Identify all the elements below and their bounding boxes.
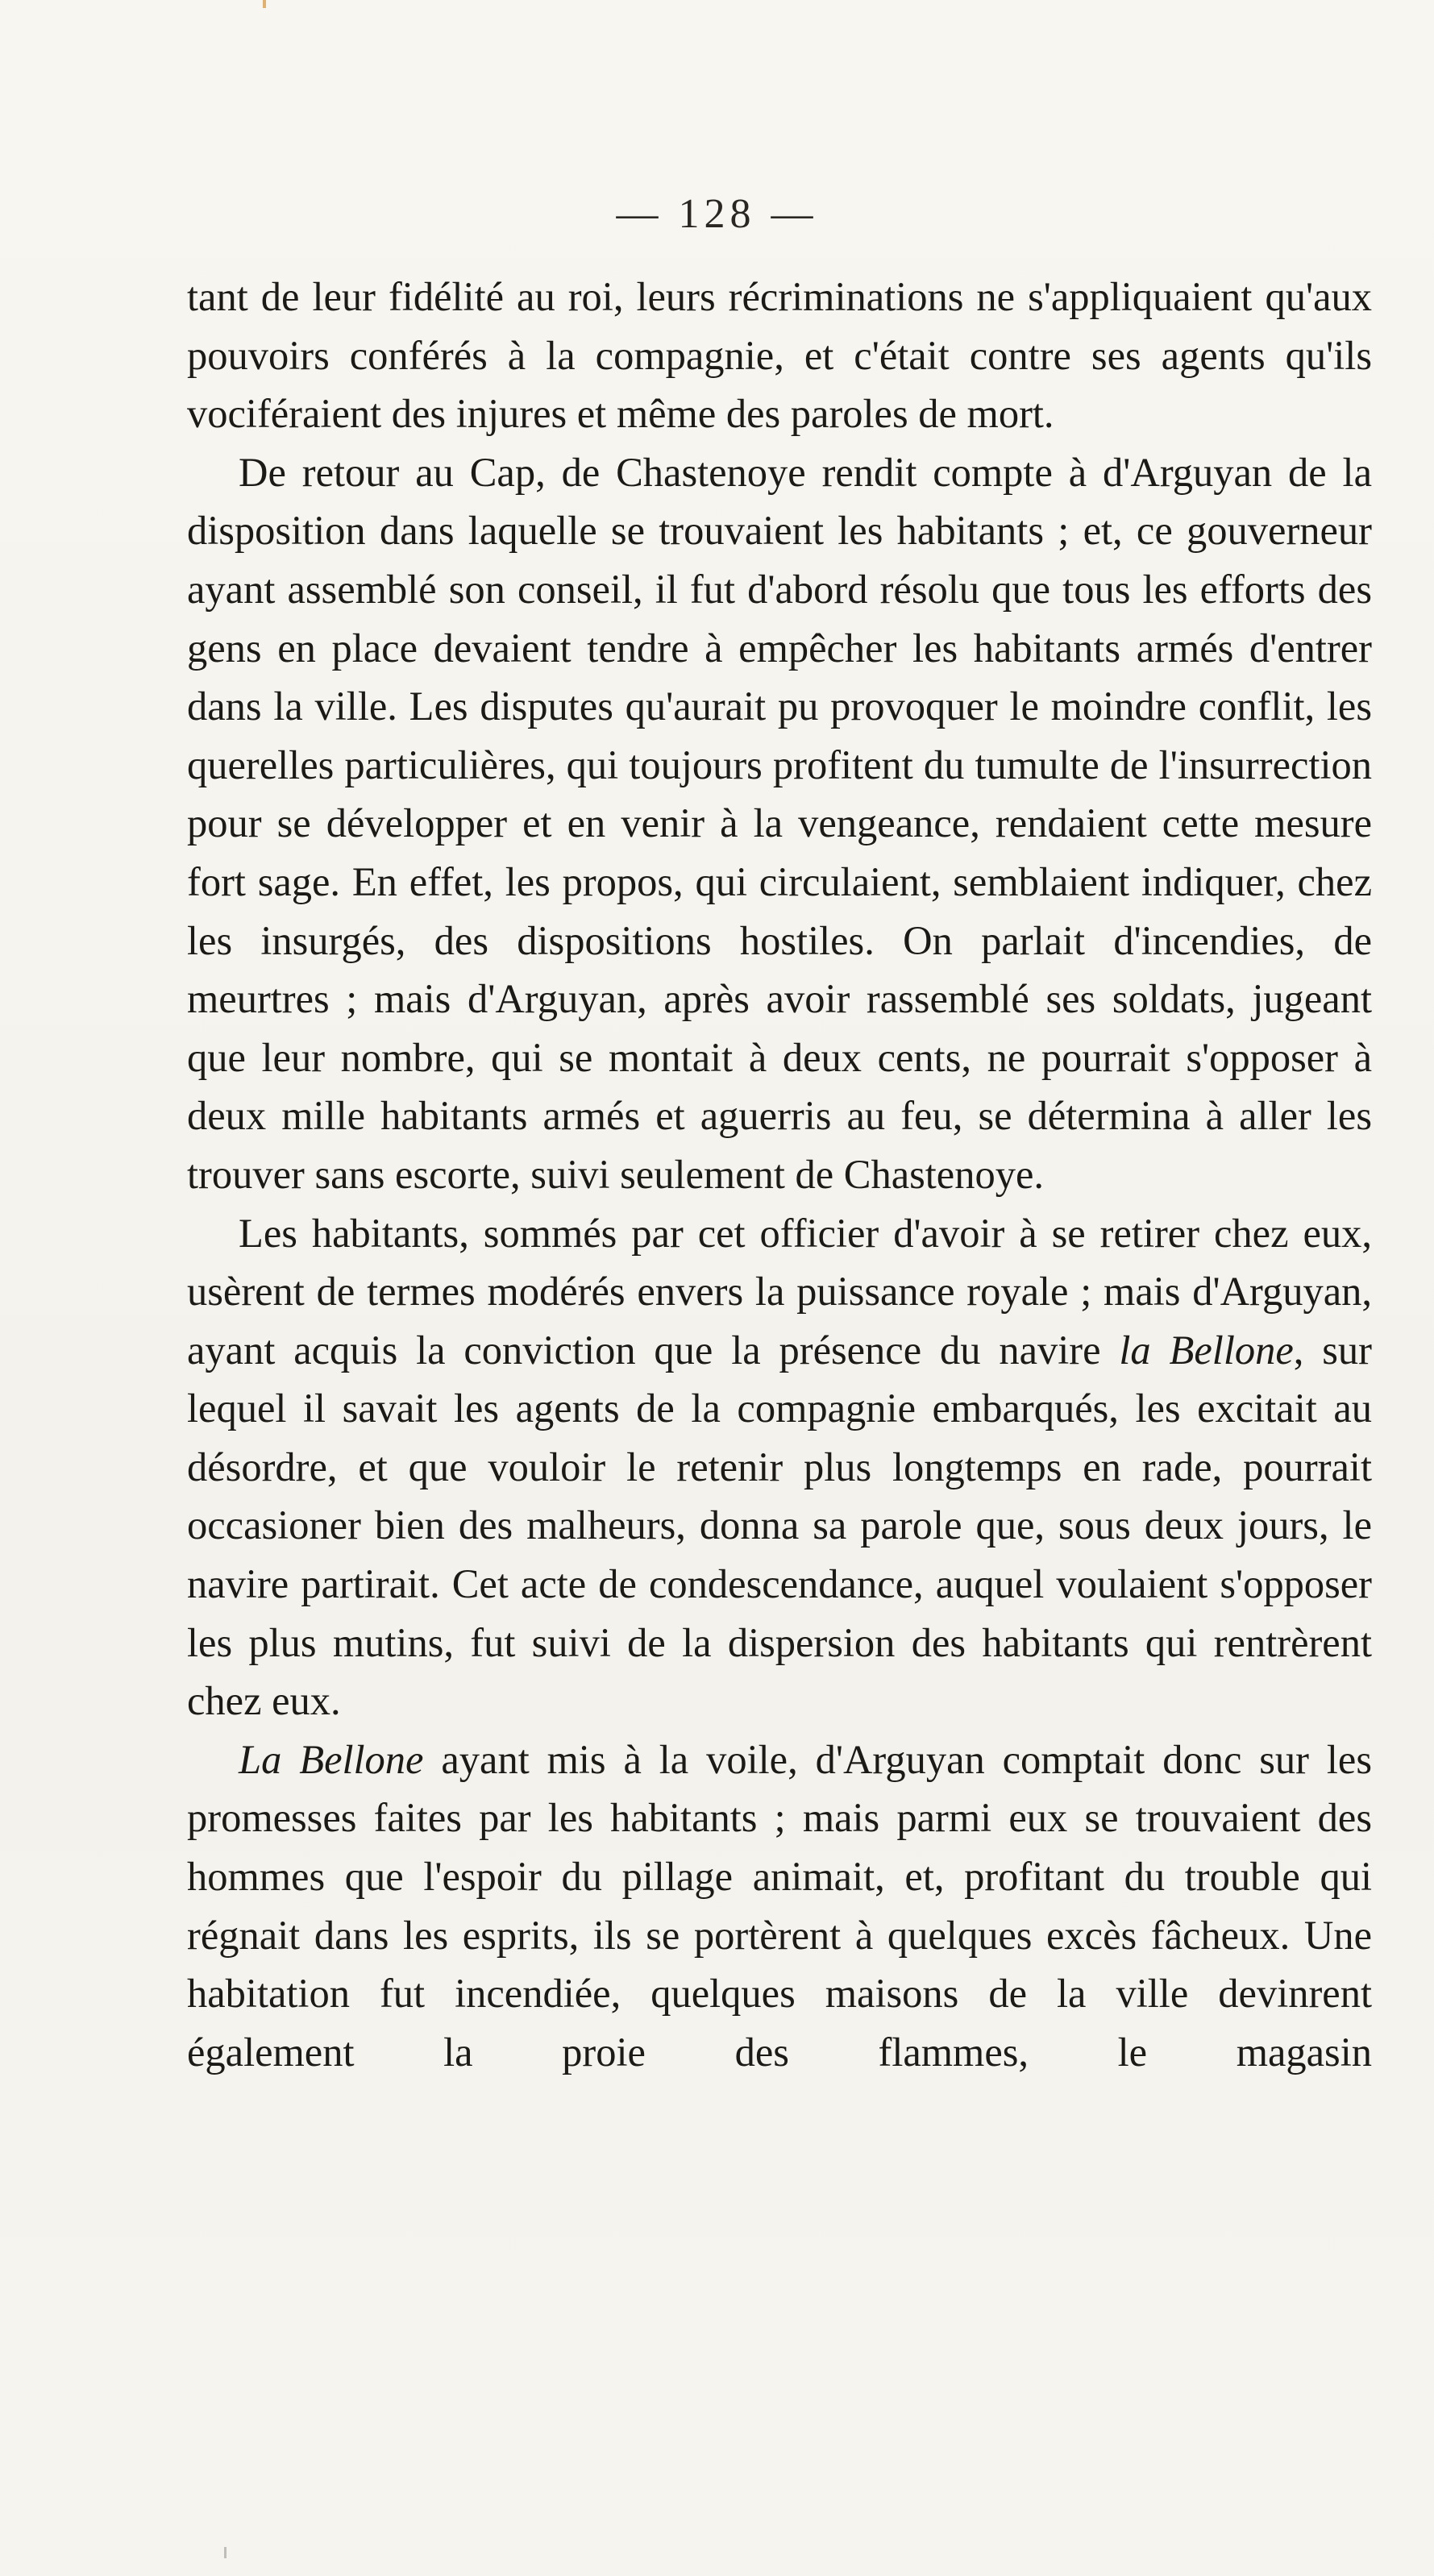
paragraph-3-text-before: Les habitants, sommés par cet officier d'avoir à se retirer chez eux, usèrent de termes modérés envers la puissance royale ; mais d'Arguyan, ayant acquis la conviction que la présence du navire — [187, 1210, 1372, 1373]
paragraph-4 — [187, 1730, 1372, 2082]
paragraph-3-text-after: , sur lequel il savait les agents de la compagnie embarqués, les excitait au désordre, et que vouloir le retenir plus longtemps en rade, pourrait occasioner bien des malheurs, donna sa parole que, sous deux jours, le navire partirait. Cet acte de condescendance, auquel voulaient s'opposer les plus mutins, fut suivi de la dispersion des habitants qui rentrèrent chez eux. — [187, 1327, 1372, 1724]
paragraph-2 — [187, 443, 1372, 1204]
paragraph-1-text: tant de leur fidélité au roi, leurs récriminations ne s'appliquaient qu'aux pouvoirs conférés à la compagnie, et c'était contre ses agents qu'ils vociféraient des injures et même des paroles de mort. — [187, 274, 1372, 437]
ship-name-italic-2: La Bellone — [239, 1736, 424, 1782]
page-number: — 128 — — [616, 191, 818, 237]
paragraph-2-text: De retour au Cap, de Chastenoye rendit compte à d'Arguyan de la disposition dans laquelle se trouvaient les habitants ; et, ce gouverneur ayant assemblé son conseil, il fut d'abord résolu que tous les efforts des gens en place devaient tendre à empêcher les habitants armés d'entrer dans la ville. Les disputes qu'aurait pu provoquer le moindre conflit, les querelles particulières, qui toujours profitent du tumulte de l'insurrection pour se développer et en venir à la vengeance, rendaient cette mesure fort sage. En effet, les propos, qui circulaient, semblaient indiquer, chez les insurgés, des dispositions hostiles. On parlait d'incendies, de meurtres ; mais d'Arguyan, après avoir rassemblé ses soldats, jugeant que leur nombre, qui se montait à deux cents, ne pourrait s'opposer à deux mille habitants armés et aguerris au feu, se détermina à aller les trouver sans escorte, suivi seulement de Chastenoye. — [187, 449, 1372, 1197]
paragraph-1 — [187, 268, 1372, 443]
paragraph-3 — [187, 1204, 1372, 1730]
body-text — [187, 268, 1372, 2081]
paragraph-4-text-after: ayant mis à la voile, d'Arguyan comptait donc sur les promesses faites par les habitants ; mais parmi eux se trouvaient des hommes que l'espoir du pillage animait, et, profitant du trouble qui régnait dans les esprits, ils se portèrent à quelques excès fâcheux. Une habitation fut incendiée, quelques maisons de la ville devinrent également la proie des flammes, le magasin — [187, 1736, 1372, 2075]
margin-mark — [263, 0, 266, 8]
margin-mark-bottom — [224, 2547, 227, 2558]
ship-name-italic: la Bellone — [1119, 1327, 1294, 1373]
